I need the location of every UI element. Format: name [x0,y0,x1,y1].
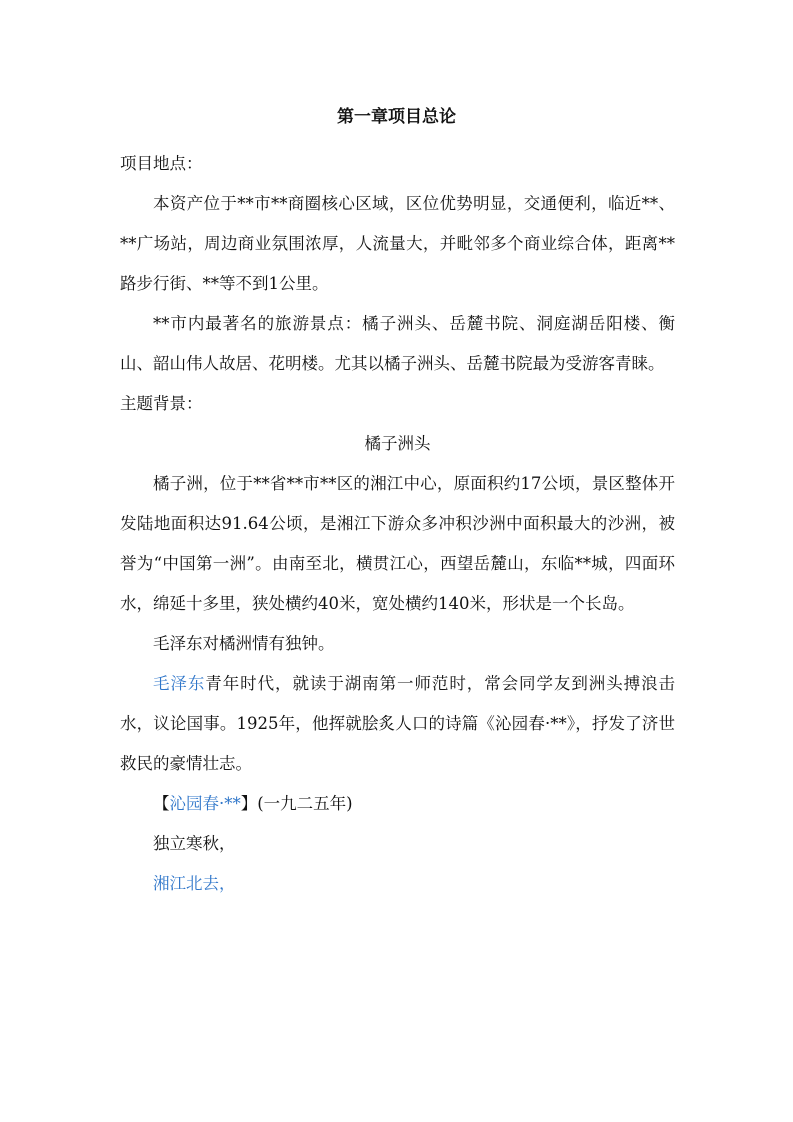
location-heading: 项目地点： [120,154,203,173]
poem-line-1: 独立寒秋， [153,834,236,853]
location-paragraph-1: 本资产位于**市**商圈核心区域，区位优势明显，交通便利，临近**、**广场站，周边商业氛围浓厚，人流量大，并毗邻多个商业综合体，距离**路步行街、**等不到1公里。 [120,194,675,293]
document-body [120,144,675,904]
poem-bracket-open: 【 [153,794,170,813]
poem-bracket-close: 】 [240,794,258,813]
poem-line-2 [120,864,675,904]
poem-line-2-link[interactable]: 湘江北去， [153,874,236,893]
juzizhou-paragraph: 橘子洲，位于**省**市**区的湘江中心，原面积约17公顷，景区整体开发陆地面积达91.64公顷，是湘江下游众多冲积沙洲中面积最大的沙洲，被誉为“中国第一洲”。由南至北，横贯江心，西望岳麓山，东临**城，四面环水，绵延十多里，狭处横约40米，宽处横约140米，形状是一个长岛。 [120,474,675,613]
mao-intro-paragraph: 毛泽东对橘洲情有独钟。 [153,634,335,653]
poem-title-line [120,784,675,824]
location-paragraph-2: **市内最著名的旅游景点：橘子洲头、岳麓书院、洞庭湖岳阳楼、衡山、韶山伟人故居、花明楼。尤其以橘子洲头、岳麓书院最为受游客青睐。 [120,314,675,373]
mao-youth-text: 青年时代，就读于湖南第一师范时，常会同学友到洲头搏浪击水，议论国事。1925年，他挥就脍炙人口的诗篇《沁园春·**》，抒发了济世救民的豪情壮志。 [120,674,676,773]
background-heading: 主题背景： [120,394,203,413]
section-subtitle: 橘子洲头 [364,434,431,453]
chapter-title: 第一章项目总论 [337,107,456,127]
poem-title-link[interactable]: 沁园春·** [169,794,241,813]
poem-year: (一九二五年) [257,794,353,813]
mao-youth-paragraph [120,664,675,784]
mao-zedong-link[interactable]: 毛泽东 [153,674,206,693]
